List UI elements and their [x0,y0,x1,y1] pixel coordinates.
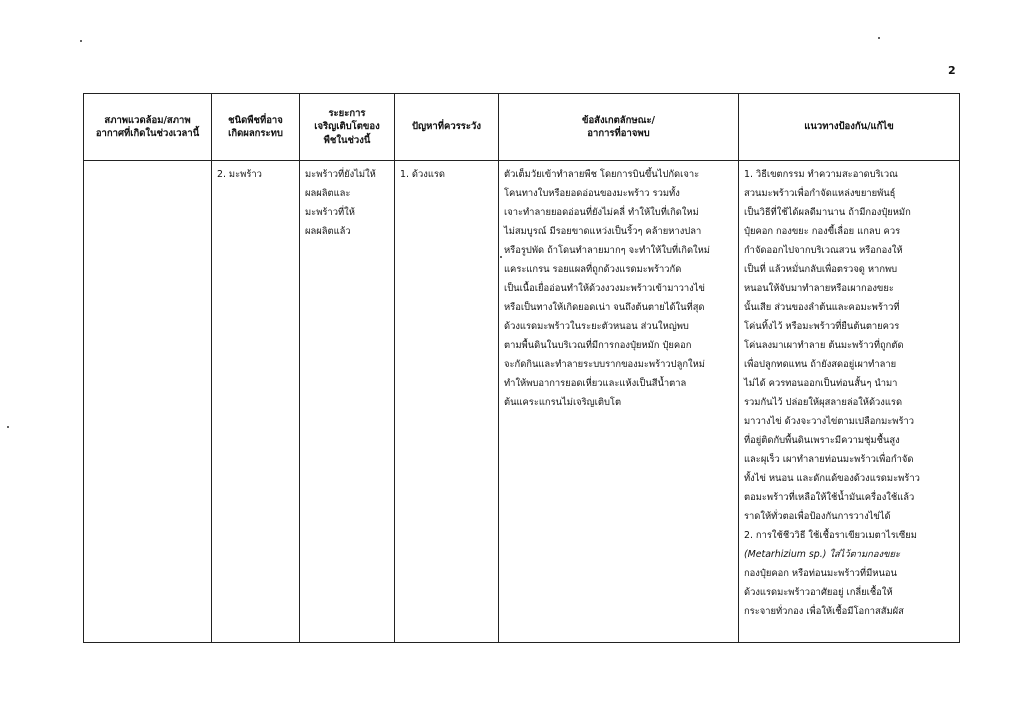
header-environment: สภาพแวดล้อม/สภาพ อากาศที่เกิดในช่วงเวลานี้ [84,94,212,161]
scan-speck [80,40,82,42]
table-header-row [84,94,960,161]
cell-growth-stage: มะพร้าวที่ยังไม่ให้ ผลผลิตและ มะพร้าวที่ให้ ผลผลิตแล้ว [300,161,395,643]
scan-speck [7,426,9,428]
header-problem: ปัญหาที่ควรระวัง [395,94,499,161]
cell-symptoms: ตัวเต็มวัยเข้าทำลายพืช โดยการบินขึ้นไปกัดเจาะ โคนทางใบหรือยอดอ่อนของมะพร้าว รวมทั้ง เจาะทำลายยอดอ่อนที่ยังไม่คลี่ ทำให้ใบที่เกิดใหม่ ไม่สมบูรณ์ มีรอยขาดแหว่งเป็นริ้วๆ คล้ายหางปลา หรือรูปพัด ถ้าโดนทำลายมากๆ จะทำให้ใบที่เกิดใหม่ แคระแกรน รอยแผลที่ถูกด้วงแรดมะพร้าวกัด เป็นเนื้อเยื่ออ่อนทำให้ด้วงงวงมะพร้าวเข้ามาวางไข่ หรือเป็นทางให้เกิดยอดเน่า จนถึงต้นตายได้ในที่สุด ด้วงแรดมะพร้าวในระยะตัวหนอน ส่วนใหญ่พบ ตามพื้นดินในบริเวณที่มีการกองปุ๋ยหมัก ปุ๋ยคอก จะกัดกินและทำลายระบบรากของมะพร้าวปลูกใหม่ ทำให้พบอาการยอดเหี่ยวและแห้งเป็นสีน้ำตาล ต้นแคระแกรนไม่เจริญเติบโต [499,161,739,643]
cell-crop: 2. มะพร้าว [212,161,300,643]
table-row [84,161,960,643]
cell-problem: 1. ด้วงแรด [395,161,499,643]
header-growth-stage: ระยะการ เจริญเติบโตของ พืชในช่วงนี้ [300,94,395,161]
header-symptoms: ข้อสังเกตลักษณะ/ อาการที่อาจพบ [499,94,739,161]
cell-environment [84,161,212,643]
scan-speck [878,37,880,39]
pest-management-table [83,93,960,643]
cell-prevention: 1. วิธีเขตกรรม ทำความสะอาดบริเวณ สวนมะพร้าวเพื่อกำจัดแหล่งขยายพันธุ์ เป็นวิธีที่ใช้ได้ผลดีมานาน ถ้ามีกองปุ๋ยหมัก ปุ๋ยคอก กองขยะ กองขี้เลื่อย แกลบ ควร กำจัดออกไปจากบริเวณสวน หรือกองให้ เป็นที่ แล้วหมั่นกลับเพื่อตรวจดู หากพบ หนอนให้จับมาทำลายหรือเผากองขยะ นั้นเสีย ส่วนของลำต้นและคอมะพร้าวที่ โค่นทิ้งไว้ หรือมะพร้าวที่ยืนต้นตายควร โค่นลงมาเผาทำลาย ต้นมะพร้าวที่ถูกตัด เพื่อปลูกทดแทน ถ้ายังสดอยู่เผาทำลาย ไม่ได้ ควรทอนออกเป็นท่อนสั้นๆ นำมา รวมกันไว้ ปล่อยให้ผุสลายล่อให้ด้วงแรด มาวางไข่ ด้วงจะวางไข่ตามเปลือกมะพร้าว ที่อยู่ติดกับพื้นดินเพราะมีความชุ่มชื้นสูง และผุเร็ว เผาทำลายท่อนมะพร้าวเพื่อกำจัด ทั้งไข่ หนอน และดักแด้ของด้วงแรดมะพร้าว ตอมะพร้าวที่เหลือให้ใช้น้ำมันเครื่องใช้แล้ว ราดให้ทั่วตอเพื่อป้องกันการวางไข่ได้ 2. การใช้ชีววิธี ใช้เชื้อราเขียวเมตาไรเซียม (Metarhizium sp.) ใส่ไว้ตามกองขยะ กองปุ๋ยคอก หรือท่อนมะพร้าวที่มีหนอน ด้วงแรดมะพร้าวอาศัยอยู่ เกลี่ยเชื้อให้ กระจายทั่วกอง เพื่อให้เชื้อมีโอกาสสัมผัส [739,161,960,643]
header-prevention: แนวทางป้องกัน/แก้ไข [739,94,960,161]
header-crop: ชนิดพืชที่อาจ เกิดผลกระทบ [212,94,300,161]
page-number: 2 [948,64,956,77]
